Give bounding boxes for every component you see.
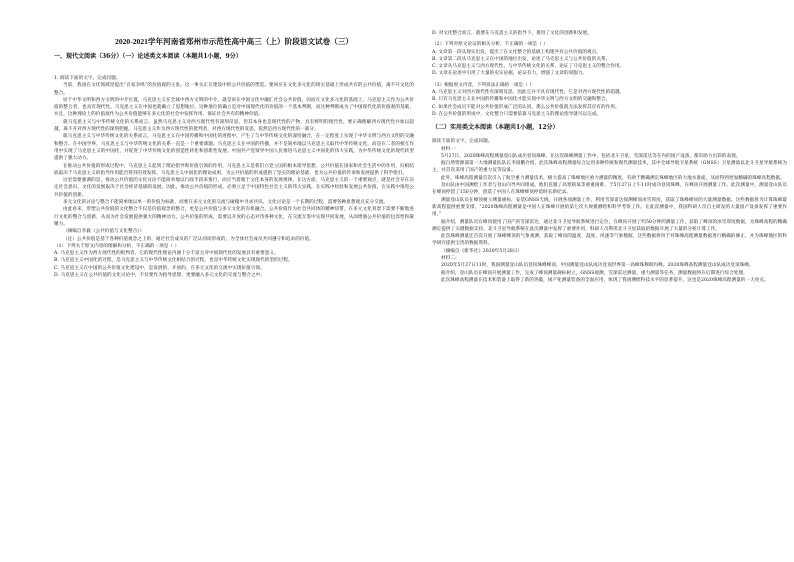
passage-paragraph: 当前，我国在文化领域里提出“百家争鸣”的价值观的主张。这一事关正在建设中的公共价值的塑造。要回应在文化多元化的现实基础上形成共有的公共价值，离不开文化的整合。 (54, 83, 414, 96)
answer-option-c: C. 文章从马克思主义与西方现代性、与中华传统文化的关系，论证了马克思主义的整合作用。 (432, 64, 625, 70)
right-column (432, 30, 787, 555)
passage-source: （摘编自《新华社》2020年5月28日） (441, 248, 523, 254)
section-heading-2: （二）实用类文本阅读（本题共1小题，12分） (432, 124, 559, 132)
passage-paragraph: 就马克思主义与中华传统文化的关系而言，马克思主义在中国传播和中国化的进程中，产生了与中华传统文化的深度融合，在一定程度上实现了中华文明与西方文明的交融和整合。在中国学界，马克思主义与中华传统文化的关系一直是一个重要课题。马克思主义在中国的传播，并不是简单地以马克思主义取代中华传统文化，而是在二者的相互作用中实现了马克思主义的中国化，并促进了中华传统文化的创造性转化和创新性发展。中国共产党领导中国人民推进马克思主义中国化的伟大实践，为中华传统文化的现代转型提供了强大动力。 (54, 134, 414, 162)
passage-paragraph: 5月27日，2020珠峰高程测量登山队成功登顶珠峰。在这次珠峰测量工作中，包括北斗卫星、雪深雷达等在内的国产设备，都有助力出彩的表现。 (441, 153, 741, 159)
answer-option-b: B. 马克思主义中国化的过程，是马克思主义与中华传统文化相结合的过程，也是中华传统文化实现现代转型的过程。 (54, 258, 293, 264)
passage-source: （摘编自李毅《公共价值与文化整合》） (63, 229, 145, 235)
material-label: 材料二： (441, 256, 460, 262)
passage-paragraph: 此次珠峰高程测量在技术和装备上取得了新的突破，国产化测量装备的全面应用，体现了我国测绘科技水平的显著提升，这也是2020珠峰高程测量的一大亮点。 (441, 277, 769, 283)
answer-option-c: C. 马克思主义在中国的公共价值文化建设中，是发展的、开放的，在多元文化的交流中实现价值引领。 (54, 265, 265, 271)
passage-paragraph: 此外，珠峰高程测量首次引入了航空重力测量技术，极大提高了珠峰地区重力测量的精度，有助于精确测定珠峰地区的大地水准面，从而得到更加精确的珠峰高程数据。 (441, 175, 785, 181)
passage-paragraph: 这里需要强调的是，推动公共价值的文化讨论不能简单地以行政手段来推行，而应当着眼于文化本身的发展规律。在这方面，马克思主义的一个重要观点，就是社会存在决定社会意识，文化的发展取决于社会经济基础的发展。因此，推动公共价值的形成，必须立足于中国特色社会主义的伟大实践，在实践中检验和发展公共价值，在实践中推进公共价值的创新。 (54, 178, 414, 198)
passage-paragraph: 在推动公共价值的形成过程中，马克思主义起到了理论指导和价值引领的作用。马克思主义是我们立党立国的根本指导思想，公共价值在国家和社会生活中的作用，归根结底取决于马克思主义的指导作用能否得到有效发挥。马克思主义中国化的理论成果，为公共价值的形成提供了坚实的理论基础，也为公共价值的传承和发展提供了科学指引。 (54, 163, 414, 176)
question-intro: 1. 阅读下面的文字，完成问题。 (54, 76, 121, 81)
question-stem: （1）下列关于原文内容的理解和分析，不正确的一项是（ ） (54, 243, 180, 249)
passage-paragraph: 测量登山队员在峰顶树立测量觇标，安装GNSS天线，开展各项测量工作，利用雪深雷达探测峰顶冰雪厚度，获取了珠峰峰顶的大量测量数据。这些数据将为计算珠峰最新高程提供重要支撑。“2020珠峰高程测量是中国人在珠峰开展的第七次大规模测绘和科学考察工作。在此次测量中，我国科研人员自主研发的大量国产设备发挥了重要作用。” (432, 197, 787, 218)
passage-paragraph: 多元文化的讨论与整合不能简单地以单一的价值为标准，而要在多元文化的交流与碰撞中寻求共识。文化讨论是一个长期的过程，需要各种思想观点充分交流。 (63, 200, 389, 206)
answer-option-c: C. 如果社会成员不能对公共价值形成广泛的认同，那么公共价值就无法发挥其应有的作用。 (432, 104, 620, 110)
passage-paragraph: 居于中华文明和西方文明的中介位置，马克思主义在全球中西方文明的中介。就是说在中国文化中融汇社会公共价值，因而在文化多元化的基础上，马克思主义作为公共价值的整合者，也具有现代性。马克思主义在中国也就确立了思想地位。这种地位的确立是对中国现代化的价值的一个基本判断，而这种判断成为了中国现代化的价值观的基础，并且，这种理论上的价值观作为公共价值能够在多元化的社会中发挥作用，保证社会共有的精神价值。 (54, 97, 414, 118)
passage-paragraph: 就马克思主义与中华传统文化的关系而言，虽然马克思主义对西方现代性有深刻反思，但其本身也是现代性的产物，具有鲜明的现代性。要正确理解西方现代性并加以超越，离不开对西方现代性的深刻把握。马克思主义作为西方现代性的批判者，对西方现代性的反思，依然是西方现代性的一部分。 (54, 119, 414, 133)
answer-option-d: D. 对文化整合而言，就要在马克思主义的指导下，推进了文化的创新和发展。 (432, 31, 592, 36)
answer-option-b: B. 文章第二段从马克思主义在中国的地位出发，论述了马克思主义与公共价值的关系。 (432, 56, 611, 62)
passage-paragraph: 据自然资源部第一大地测量队队长李国鹏介绍，此次珠峰高程测量综合运用多种传统和现代测量技术，其中全球导航卫星系统（GNSS）卫星测量以北斗卫星导航系统为主，并首次采用了国产的重力仪等设备。 (432, 161, 787, 174)
passage-paragraph: 2020年5月27日11时，我国测量登山队员登顶珠峰峰顶，中国测量登山队成功登顶世界第一高峰珠穆朗玛峰。2020珠峰高程测量登山队成功登顶珠峰。 (441, 263, 754, 269)
material-label: 材料一： (441, 146, 460, 152)
passage-paragraph: 登山队由中国测绘工作者与登山向导共同组成，他们克服了高寒缺氧等重重困难，于5月27日上午11时成功登顶珠峰，在峰顶开展测量工作。此次测量中，测量登山队员在峰顶停留了150分钟，创造了中国人在珠峰峰顶停留时长新纪录。 (432, 183, 787, 196)
left-column (54, 33, 414, 553)
exam-title: 2020-2021学年河南省郑州市示范性高中高三（上）阶段语文试卷（三） (115, 37, 353, 46)
section-heading-1: 一、现代文阅读（36分）（一）论述类文本阅读（本题共1小题，9分） (54, 53, 242, 60)
passage-paragraph: 据介绍，测量队员在峰顶使用了国产的雪深雷达，通过北斗卫星导航系统进行定位，在峰顶开展了约50分钟的测量工作，获取了峰顶的冰雪厚度数据，为珠峰高程的精确测定提供了关键数据支持。北斗卫星导航系统在此次测量中发挥了重要作用，科研人员利用北斗卫星获取的数据开展了大量的分析计算工作。 (432, 219, 787, 232)
question-stem: （2）下列对原文论证的相关分析，不正确的一项是（ ） (432, 42, 548, 48)
question-stem: （3）根据原文内容，下列说法正确的一项是（ ） (432, 82, 535, 88)
answer-option-a: A. 马克思主义作为西方现代性的批判者，它的现代性理论内涵十分丰富且对中国现代化的发展具有重要意义。 (54, 251, 279, 257)
question-intro: 阅读下面的文字，完成问题。 (432, 139, 493, 145)
answer-option-d: D. 文章在论述中引用了大量的史实论据，论证有力，增强了文章的说服力。 (432, 71, 588, 77)
answer-option-a: A. 马克思主义对西方现代性有深刻反思，因此它并不具有现代性，它是对西方现代性的超越。 (432, 90, 625, 96)
passage-paragraph: 此次珠峰测量还首次开展了珠峰峰顶的气象观测，获取了峰顶的温度、湿度、风速等气象数据，这些数据将用于对珠峰高程测量数据进行精确的修正，并为珠峰地区的科学研究提供宝贵的数据资料。 (432, 234, 787, 247)
answer-option-d: D. 在公共价值的形成中，文化整合只需要依靠马克思主义的理论指导就可以完成。 (432, 111, 602, 117)
answer-option-b: B. 只有马克思主义在中国的传播和中国化才能实现中华文明与西方文明的交融和整合。 (432, 97, 611, 103)
passage-paragraph: 由此看来，形塑公共价值的文化整合不仅是价值观念的整合，更是公共价值与多元文化的有机融合。公共价值作为社会共同体的精神纽带，在多元文化背景下需要不断地进行文化的整合与创新，从而为社会发展提供强大的精神动力。公共价值的形成，需要以开放的心态对待各种文化，在交流互鉴中实现共同发展，从而增强公共价值的包容性和凝聚力。 (54, 207, 414, 227)
answer-option-d: D. 马克思主义在公共价值的文化讨论中，不仅要作为指导思想，更要融入多元文化的交流与整合之中。 (54, 273, 265, 279)
passage-note: （注）公共价值是基于各种价值观念之上的，通过社会成员的广泛认同而形成的，为全体社会成员共同遵守和追求的价值。 (63, 236, 314, 242)
passage-paragraph: 据介绍，登山队员在峰顶开展测量工作，完成了峰顶测量觇标树立、GNSS观测、雪深雷达测量、重力测量等任务，测量数据将在后期进行综合处理。 (441, 270, 748, 276)
answer-option-a: A. 文章第一段从现实出发，提出了在文化整合的基础上构建共有公共价值的观点。 (432, 49, 601, 55)
